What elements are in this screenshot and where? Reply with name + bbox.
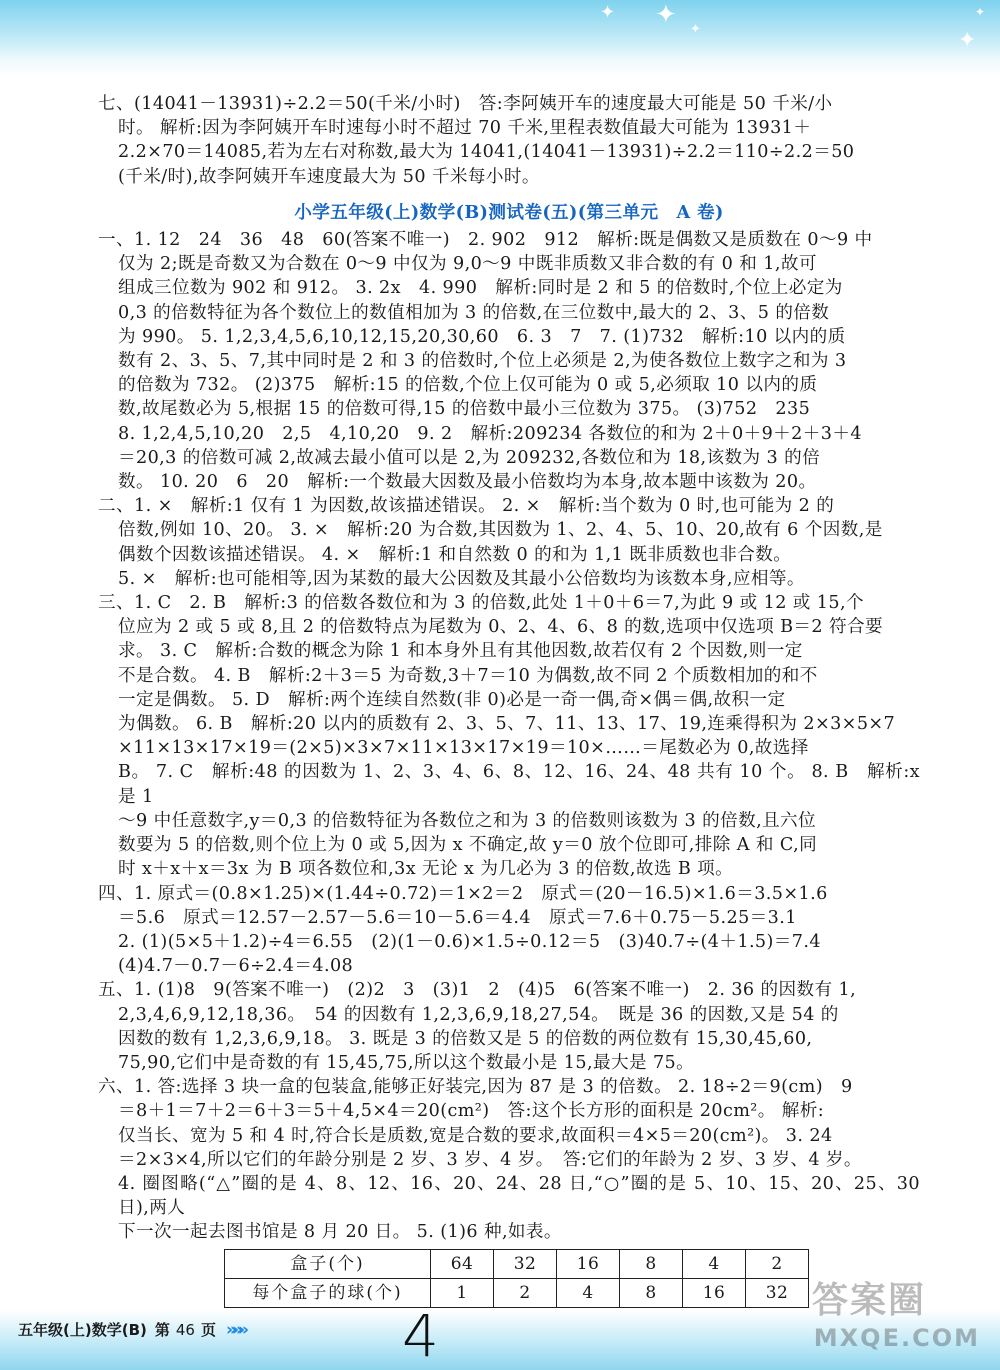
text-line: (千米/时),故李阿姨开车速度最大为 50 千米每小时。 <box>118 166 540 187</box>
text-line: 时。 解析:因为李阿姨开车时速每小时不超过 70 千米,里程表数值最大可能为 13931＋ <box>118 118 812 139</box>
text-line: 数,故尾数必为 5,根据 15 的倍数可得,15 的倍数中最小三位数为 375。 (3)752 235 <box>118 399 811 420</box>
watermark-url: MXQE.COM <box>813 1324 980 1352</box>
part-4 <box>98 882 920 979</box>
book-title: 五年级(上)数学(B) <box>18 1321 147 1339</box>
test-title: 小学五年级(上)数学(B)测试卷(五)(第三单元 A 卷) <box>294 201 724 223</box>
part-1 <box>98 228 920 494</box>
text-line: ×11×13×17×19＝(2×5)×3×7×11×13×17×19＝10×……＝尾数必为 0,故选择 <box>118 738 809 759</box>
table-cell: 16 <box>683 1278 746 1307</box>
text-line: 数。 10. 20 6 20 解析:一个数最大因数及最小倍数均为本身,故本题中该数为 20。 <box>118 472 817 493</box>
text-line: 因数的数有 1,2,3,6,9,18。 3. 既是 3 的倍数又是 5 的倍数的两位数有 15,30,45,60, <box>118 1028 813 1049</box>
text-line: 求。 3. C 解析:合数的概念为除 1 和本身外且有其他因数,故若仅有 2 个因数,则一定 <box>118 641 803 662</box>
table-header-cell: 每个盒子的球(个) <box>225 1278 431 1307</box>
text-line: 为偶数。 6. B 解析:20 以内的质数有 2、3、5、7、11、13、17、19,连乘得积为 2×3×5×7 <box>118 714 896 735</box>
text-line: 七、(14041－13931)÷2.2＝50(千米/小时) 答:李阿姨开车的速度最大可能是 50 千米/小 <box>98 94 833 114</box>
text-line: ＝20,3 的倍数可减 2,故减去最小值可以是 2,为 209232,各数位和为 18,该数为 3 的倍 <box>118 447 821 468</box>
sparkle-icon: ✦ <box>655 0 677 30</box>
watermark-logo <box>812 1278 988 1362</box>
text-line: 仅当长、宽为 5 和 4 时,符合长是质数,宽是合数的要求,故面积＝4×5＝20(cm²)。 3. 24 <box>118 1125 833 1146</box>
page-number: 46 <box>175 1320 195 1339</box>
text-line: 2.2×70＝14085,若为左右对称数,最大为 14041,(14041－13931)÷2.2＝110÷2.2＝50 <box>118 142 855 163</box>
part-5 <box>98 978 920 1075</box>
text-line: ＝2×3×4,所以它们的年龄分别是 2 岁、3 岁、4 岁。 答:它们的年龄为 2 岁、3 岁、4 岁。 <box>118 1149 862 1170</box>
text-line: 位应为 2 或 5 或 8,且 2 的倍数特点为尾数为 0、2、4、6、8 的数,选项中仅选项 B＝2 符合要 <box>118 617 883 638</box>
text-line: 数有 2、3、5、7,其中同时是 2 和 3 的倍数时,个位上必须是 2,为使各数位上数字之和为 3 <box>118 351 847 372</box>
boxes-balls-table <box>224 1249 809 1308</box>
text-line: 倍数,例如 10、20。 3. × 解析:20 为合数,其因数为 1、2、4、5、10、20,故有 6 个因数,是 <box>118 520 883 541</box>
text-line: 5. × 解析:也可能相等,因为某数的最大公因数及其最小公倍数均为该数本身,应相等。 <box>118 568 805 589</box>
table-cell: 4 <box>557 1278 620 1307</box>
arrow-decoration-icon: »»» <box>225 1319 244 1340</box>
text-line: B。 7. C 解析:48 的因数为 1、2、3、4、6、8、12、16、24、48 共有 10 个。 8. B 解析:x 是 1 <box>118 762 920 807</box>
text-line: 为 990。 5. 1,2,3,4,5,6,10,12,15,20,30,60 6. 3 7 7. (1)732 解析:10 以内的质 <box>118 326 846 347</box>
text-line: ＝5.6 原式＝12.57－2.57－5.6＝10－5.6＝4.4 原式＝7.6＋0.75－5.25＝3.1 <box>118 907 797 928</box>
text-line: 0,3 的倍数特征为各个数位上的数值相加为 3 的倍数,在三位数中,最大的 2、3、5 的倍数 <box>118 302 830 323</box>
table-cell: 2 <box>494 1278 557 1307</box>
handwritten-number: 4 <box>402 1302 439 1370</box>
text-line: (4)4.7－0.7－6÷2.4＝4.08 <box>118 956 354 977</box>
table-cell: 4 <box>683 1249 746 1278</box>
text-line: 组成三位数为 902 和 912。 3. 2x 4. 990 解析:同时是 2 和 5 的倍数时,个位上必定为 <box>118 278 843 299</box>
table-cell: 64 <box>431 1249 494 1278</box>
page-prefix: 第 <box>154 1321 170 1339</box>
text-line: 8. 1,2,4,5,10,20 2,5 4,10,20 9. 2 解析:209234 各数位的和为 2＋0＋9＋2＋3＋4 <box>118 423 862 444</box>
text-line: 下一次一起去图书馆是 8 月 20 日。 5. (1)6 种,如表。 <box>118 1222 562 1243</box>
table-cell: 32 <box>494 1249 557 1278</box>
top-decorative-band <box>0 0 1000 75</box>
text-line: 数要为 5 的倍数,则个位上为 0 或 5,因为 x 不确定,故 y＝0 放个位即可,排除 A 和 C,同 <box>118 835 818 856</box>
page-footer <box>18 1319 244 1340</box>
section-7 <box>98 92 920 189</box>
table-cell: 16 <box>557 1249 620 1278</box>
text-line: 二、1. × 解析:1 仅有 1 为因数,故该描述错误。 2. × 解析:当个数为 0 时,也可能为 2 的 <box>98 496 835 517</box>
answer-content <box>98 92 920 1308</box>
text-line: ～9 中任意数字,y＝0,3 的倍数特征为各数位之和为 3 的倍数则该数为 3 的倍数,且六位 <box>118 810 817 831</box>
text-line: 2. (1)(5×5＋1.2)÷4＝6.55 (2)(1－0.6)×1.5÷0.12＝5 (3)40.7÷(4＋1.5)＝7.4 <box>118 931 821 952</box>
table-header-cell: 盒子(个) <box>225 1249 431 1278</box>
text-line: 2,3,4,6,9,12,18,36。 54 的因数有 1,2,3,6,9,18,27,54。 既是 36 的因数,又是 54 的 <box>118 1004 839 1025</box>
text-line: 4. 圈图略(“△”圈的是 4、8、12、16、20、24、28 日,“○”圈的是 5、10、15、20、25、30 日),两人 <box>118 1173 920 1219</box>
text-line: 四、1. 原式＝(0.8×1.25)×(1.44÷0.72)＝1×2＝2 原式＝(20－16.5)×1.6＝3.5×1.6 <box>98 883 828 904</box>
sparkle-icon: ✦ <box>958 28 977 53</box>
text-line: 六、1. 答:选择 3 块一盒的包装盒,能够正好装完,因为 87 是 3 的倍数。 2. 18÷2＝9(cm) 9 <box>98 1077 853 1098</box>
text-line: ＝8＋1＝7＋2＝6＋3＝5＋4,5×4＝20(cm²) 答:这个长方形的面积是 20cm²。 解析: <box>118 1101 825 1122</box>
text-line: 三、1. C 2. B 解析:3 的倍数各数位和为 3 的倍数,此处 1＋0＋6＝7,为此 9 或 12 或 15,个 <box>98 593 864 614</box>
part-6 <box>98 1075 920 1244</box>
table-cell: 1 <box>431 1278 494 1307</box>
text-line: 一、1. 12 24 36 48 60(答案不唯一) 2. 902 912 解析:既是偶数又是质数在 0～9 中 <box>98 230 873 251</box>
sparkle-icon: ✦ <box>600 2 616 23</box>
table-row <box>225 1249 809 1278</box>
watermark-text: 答案圈 <box>812 1280 927 1321</box>
text-line: 的倍数为 732。 (2)375 解析:15 的倍数,个位上仅可能为 0 或 5,必须取 10 以内的质 <box>118 375 818 396</box>
text-line: 一定是偶数。 5. D 解析:两个连续自然数(非 0)必是一奇一偶,奇×偶＝偶,故积一定 <box>118 689 786 710</box>
text-line: 时 x＋x＋x＝3x 为 B 项各数位和,3x 无论 x 为几必为 3 的倍数,故选 B 项。 <box>118 859 734 880</box>
table-cell: 2 <box>746 1249 809 1278</box>
text-line: 五、1. (1)8 9(答案不唯一) (2)2 3 (3)1 2 (4)5 6(答案不唯一) 2. 36 的因数有 1, <box>98 980 857 1001</box>
table-cell: 8 <box>620 1249 683 1278</box>
text-line: 不是合数。 4. B 解析:2＋3＝5 为奇数,3＋7＝10 为偶数,故不同 2 个质数相加的和不 <box>118 665 818 686</box>
table-row <box>225 1278 809 1307</box>
part-2 <box>98 494 920 591</box>
sparkle-icon: ✦ <box>975 5 986 19</box>
text-line: 偶数个因数该描述错误。 4. × 解析:1 和自然数 0 的和为 1,1 既非质数也非合数。 <box>118 544 792 565</box>
page-suffix: 页 <box>200 1321 216 1339</box>
sparkle-icon: ✦ <box>690 22 701 37</box>
part-3 <box>98 591 920 881</box>
table-cell: 8 <box>620 1278 683 1307</box>
text-line: 75,90,它们中是奇数的有 15,45,75,所以这个数最小是 15,最大是 75。 <box>118 1052 695 1073</box>
text-line: 仅为 2;既是奇数又为合数在 0～9 中仅为 9,0～9 中既非质数又非合数的有 0 和 1,故可 <box>118 254 817 275</box>
table-cell: 32 <box>746 1278 809 1307</box>
